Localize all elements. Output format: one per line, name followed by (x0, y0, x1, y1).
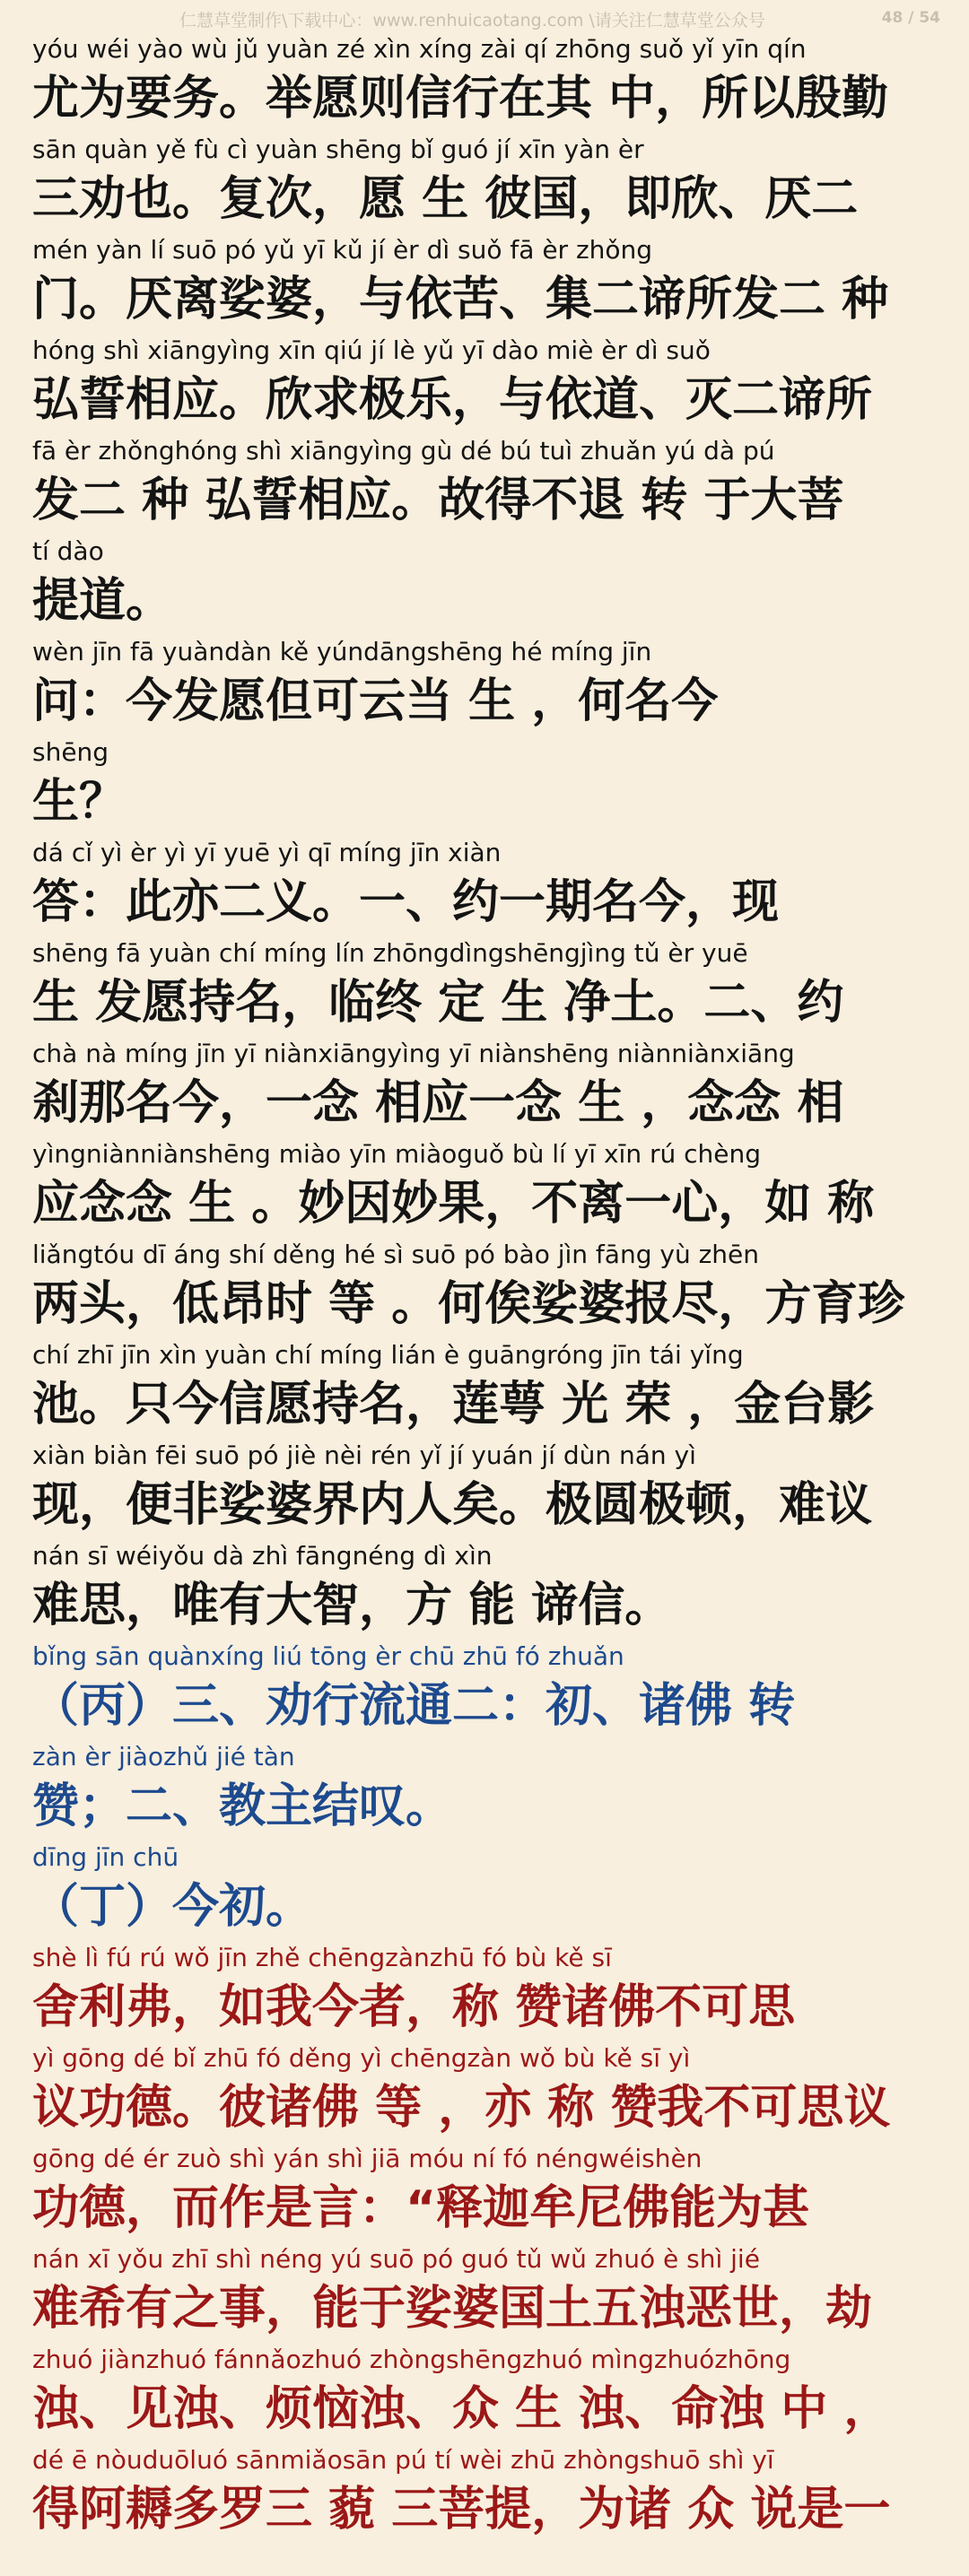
pinyin-line: chí zhī jīn xìn yuàn chí míng lián è guāngróng jīn tái yǐng (32, 1340, 744, 1370)
hanzi-line: （丁）今初。 (32, 1880, 313, 1934)
hanzi-line: 提道。 (32, 574, 173, 628)
hanzi-line: 浊、见浊、烦恼浊、众 生 浊、命浊 中 ， (32, 2382, 891, 2436)
hanzi-line: 应念念 生 。妙因妙果，不离一心，如 称 (32, 1177, 875, 1231)
sutra-text-line (0, 2244, 969, 2345)
pinyin-line: hóng shì xiāngyìng xīn qiú jí lè yǔ yī dào miè èr dì suǒ (32, 335, 711, 365)
pinyin-line: chà nà míng jīn yī niànxiāngyìng yī niànshēng niànniànxiāng (32, 1039, 795, 1068)
pinyin-line: liǎngtóu dī áng shí děng hé sì suō pó bào jìn fāng yù zhēn (32, 1240, 760, 1269)
hanzi-line: 弘誓相应。欣求极乐，与依道、灭二谛所 (32, 373, 873, 427)
hanzi-line: 生 发愿持名，临终 定 生 净土。二、约 (32, 976, 844, 1030)
sutra-text-line (0, 2144, 969, 2244)
hanzi-line: 尤为要务。举愿则信行在其 中，所以殷勤 (32, 72, 889, 126)
pinyin-line: yóu wéi yào wù jǔ yuàn zé xìn xíng zài qí zhōng suǒ yǐ yīn qín (32, 34, 807, 64)
hanzi-line: 议功德。彼诸佛 等 ，亦 称 赞我不可思议 (32, 2081, 891, 2135)
text-line (0, 1440, 969, 1541)
pinyin-line: yìngniànniànshēng miào yīn miàoguǒ bù lí yī xīn rú chèng (32, 1139, 762, 1169)
text-line (0, 1039, 969, 1139)
pinyin-line: nán sī wéiyǒu dà zhì fāngnéng dì xìn (32, 1541, 493, 1571)
text-line (0, 1139, 969, 1240)
pinyin-line: sān quàn yě fù cì yuàn shēng bǐ guó jí xīn yàn èr (32, 135, 644, 164)
pinyin-line: dīng jīn chū (32, 1842, 179, 1872)
hanzi-line: 功德，而作是言：“释迦牟尼佛能为甚 (32, 2181, 810, 2235)
pinyin-line: bǐng sān quànxíng liú tōng èr chū zhū fó zhuǎn (32, 1641, 624, 1671)
pinyin-line: zàn èr jiàozhǔ jié tàn (32, 1742, 295, 1771)
pinyin-line: dé ē nòuduōluó sānmiǎosān pú tí wèi zhū zhòngshuō shì yī (32, 2445, 774, 2475)
sutra-text-line (0, 2345, 969, 2445)
text-line (0, 536, 969, 637)
sutra-text-line (0, 2445, 969, 2546)
hanzi-line: 两头，低昂时 等 。何俟娑婆报尽，方育珍 (32, 1277, 905, 1331)
hanzi-line: 发二 种 弘誓相应。故得不退 转 于大菩 (32, 474, 844, 527)
hanzi-line: 现，便非娑婆界内人矣。极圆极顿，难议 (32, 1478, 873, 1532)
hanzi-line: 刹那名今，一念 相应一念 生 ，念念 相 (32, 1076, 844, 1130)
page-number: 48 / 54 (881, 9, 940, 27)
text-line (0, 938, 969, 1039)
hanzi-line: 生？ (32, 775, 127, 829)
text-line (0, 436, 969, 536)
text-line (0, 1541, 969, 1641)
section-heading-line (0, 1742, 969, 1842)
sutra-text-line (0, 1943, 969, 2043)
hanzi-line: 舍利弗，如我今者，称 赞诸佛不可思 (32, 1980, 796, 2034)
hanzi-line: 门。厌离娑婆，与依苦、集二谛所发二 种 (32, 273, 889, 326)
text-line (0, 135, 969, 235)
text-line (0, 637, 969, 737)
sutra-text-line (0, 2043, 969, 2144)
pinyin-line: shè lì fú rú wǒ jīn zhě chēngzànzhū fó bù kě sī (32, 1943, 612, 1972)
text-line (0, 1240, 969, 1340)
hanzi-line: 池。只今信愿持名，莲萼 光 荣 ，金台影 (32, 1378, 875, 1432)
pinyin-line: yì gōng dé bǐ zhū fó děng yì chēngzàn wǒ bù kě sī yì (32, 2043, 691, 2073)
text-line (0, 34, 969, 135)
pinyin-line: gōng dé ér zuò shì yán shì jiā móu ní fó néngwéishèn (32, 2144, 703, 2173)
header-source-text: 仁慧草堂制作\下载中心：www.renhuicaotang.com \请关注仁慧草堂公众号 (179, 11, 765, 30)
hanzi-line: 赞；二、教主结叹。 (32, 1780, 453, 1833)
pinyin-line: shēng (32, 737, 109, 767)
section-heading-line (0, 1842, 969, 1943)
section-heading-line (0, 1641, 969, 1742)
hanzi-line: 得阿耨多罗三 藐 三菩提，为诸 众 说是一 (32, 2483, 891, 2537)
hanzi-line: 问：今发愿但可云当 生 ，何名今 (32, 674, 719, 728)
pinyin-line: shēng fā yuàn chí míng lín zhōngdìngshēngjìng tǔ èr yuē (32, 938, 748, 968)
text-line (0, 737, 969, 838)
hanzi-line: 难希有之事，能于娑婆国土五浊恶世，劫 (32, 2282, 873, 2336)
pinyin-line: zhuó jiànzhuó fánnǎozhuó zhòngshēngzhuó mìngzhuózhōng (32, 2345, 791, 2374)
hanzi-line: 难思，唯有大智，方 能 谛信。 (32, 1579, 672, 1632)
pinyin-line: fā èr zhǒnghóng shì xiāngyìng gù dé bú tuì zhuǎn yú dà pú (32, 436, 775, 466)
text-line (0, 1340, 969, 1440)
hanzi-line: 三劝也。复次，愿 生 彼国，即欣、厌二 (32, 172, 859, 226)
hanzi-line: 答：此亦二义。一、约一期名今，现 (32, 875, 780, 929)
pinyin-line: dá cǐ yì èr yì yī yuē yì qī míng jīn xiàn (32, 838, 502, 867)
hanzi-line: （丙）三、劝行流通二：初、诸佛 转 (32, 1679, 796, 1733)
text-line (0, 335, 969, 436)
text-line (0, 838, 969, 938)
pinyin-line: tí dào (32, 536, 104, 566)
pinyin-line: wèn jīn fā yuàndàn kě yúndāngshēng hé míng jīn (32, 637, 652, 666)
text-line (0, 235, 969, 335)
pinyin-line: xiàn biàn fēi suō pó jiè nèi rén yǐ jí yuán jí dùn nán yì (32, 1440, 696, 1470)
pinyin-line: nán xī yǒu zhī shì néng yú suō pó guó tǔ wǔ zhuó è shì jié (32, 2244, 760, 2274)
pinyin-line: mén yàn lí suō pó yǔ yī kǔ jí èr dì suǒ fā èr zhǒng (32, 235, 653, 265)
